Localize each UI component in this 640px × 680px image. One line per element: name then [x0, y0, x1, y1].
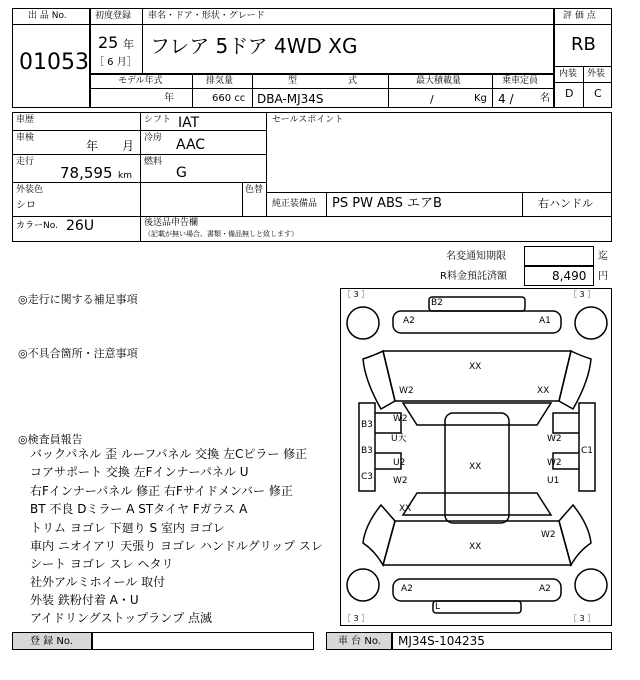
- inspector-line: トリム ヨゴレ 下廻り S 室内 ヨゴレ: [30, 521, 225, 535]
- load-label: 最大積載量: [416, 76, 462, 86]
- exterior-grade: C: [594, 87, 602, 100]
- lot-label: 出 品 No.: [28, 11, 67, 21]
- first-reg-year: 25: [98, 33, 119, 52]
- inspector-line: バックパネル 歪 ルーフパネル 交換 左Cピラー 修正: [30, 447, 308, 461]
- exterior-label: 外装: [587, 69, 606, 79]
- damage-code: XX: [399, 504, 412, 514]
- interior-label: 内装: [559, 69, 578, 79]
- load-value: /: [430, 93, 434, 106]
- displacement-value: 660 cc: [212, 93, 246, 104]
- score-label: 評 価 点: [563, 11, 596, 21]
- defect-notes-title: ◎不具合箇所・注意事項: [18, 347, 138, 360]
- inspector-line: コアサポート 交換 左Fインナーパネル U: [30, 465, 249, 479]
- ext-color-label: 外装色: [16, 185, 44, 195]
- recycle-value: 8,490: [552, 269, 587, 283]
- chassis-number: MJ34S-104235: [398, 634, 485, 648]
- load-unit: Kg: [474, 93, 487, 104]
- first-reg-year-unit: 年: [123, 38, 134, 51]
- name-change-label: 名変通知期限: [446, 251, 506, 262]
- mileage-value: 78,595: [60, 164, 113, 182]
- damage-code: U大: [391, 434, 407, 444]
- after-reg-label: 後送品申告欄: [144, 218, 199, 228]
- recycle-label: R料金預託済額: [440, 271, 507, 282]
- color-no-label: カラーNo.: [16, 221, 58, 231]
- first-reg-label: 初度登録: [95, 11, 132, 21]
- model-name: フレア 5ドア 4WD XG: [150, 34, 358, 58]
- shift-label: シフト: [144, 115, 172, 125]
- damage-code: B3: [361, 420, 373, 430]
- capacity-label: 乗車定員: [502, 76, 539, 86]
- name-change-box: [524, 246, 594, 266]
- damage-code: C3: [361, 472, 374, 482]
- damage-code: W2: [541, 530, 556, 540]
- inspector-line: 外装 鉄粉付着 A・U: [30, 593, 139, 607]
- damage-code: XX: [469, 542, 482, 552]
- inspection-month: 月: [122, 139, 135, 153]
- lot-number: 01053: [19, 50, 89, 75]
- type-label: 型: [288, 76, 298, 86]
- tire-rl-label: ［ 3 ］: [343, 614, 370, 623]
- inspector-line: BT 不良 Dミラー A STタイヤ Fガラス A: [30, 502, 248, 516]
- damage-code: A2: [401, 584, 413, 594]
- model-year-unit: 年: [164, 93, 174, 104]
- driving-notes-title: ◎走行に関する補足事項: [18, 293, 138, 306]
- sales-point-label: セールスポイント: [272, 115, 344, 125]
- tire-fl-label: ［ 3 ］: [343, 290, 370, 299]
- reg-no-value-cell: [92, 632, 314, 650]
- damage-code: U2: [393, 458, 406, 468]
- car-diagram: [340, 288, 612, 626]
- damage-code: A2: [403, 316, 415, 326]
- color-no-value: 26U: [66, 218, 95, 234]
- damage-code: W2: [547, 458, 562, 468]
- damage-code: B2: [431, 298, 443, 308]
- equipment-label: 純正装備品: [272, 199, 318, 209]
- car-outline: [341, 289, 613, 627]
- inspector-line: 右Fインナーパネル 修正 右Fサイドメンバー 修正: [30, 484, 293, 498]
- inspection-label: 車検: [16, 133, 35, 143]
- name-change-unit: 迄: [598, 251, 608, 262]
- tire-fr-label: ［ 3 ］: [569, 290, 596, 299]
- recolor-label: 色替: [245, 185, 264, 195]
- inspector-title: ◎検査員報告: [18, 433, 83, 446]
- type-value: DBA-MJ34S: [257, 92, 324, 106]
- mileage-label: 走行: [16, 157, 35, 167]
- fuel-value: G: [176, 165, 187, 181]
- capacity-value: 4 /: [498, 92, 514, 106]
- damage-code: W2: [393, 414, 408, 424]
- interior-grade: D: [565, 87, 574, 100]
- ac-value: AAC: [176, 137, 206, 153]
- model-year-label: モデル年式: [118, 76, 163, 86]
- damage-code: W2: [399, 386, 414, 396]
- first-reg-month: ［ 6 月］: [94, 57, 137, 68]
- ext-color-value: シロ: [16, 200, 36, 211]
- damage-code: A1: [539, 316, 551, 326]
- damage-code: W2: [393, 476, 408, 486]
- tire-rr-label: ［ 3 ］: [569, 614, 596, 623]
- inspector-line: 社外アルミホイール 取付: [30, 575, 166, 589]
- shift-value: IAT: [178, 115, 200, 131]
- ac-label: 冷房: [144, 133, 163, 143]
- after-reg-note: （記載が無い場合、書類・備品無しと致します）: [144, 230, 298, 238]
- recycle-unit: 円: [598, 271, 608, 282]
- history-label: 車歴: [16, 115, 35, 125]
- damage-code: U1: [547, 476, 560, 486]
- damage-code: XX: [469, 362, 482, 372]
- damage-code: L: [435, 602, 441, 612]
- model-label: 車名・ドア・形状・グレード: [148, 11, 265, 21]
- damage-code: A2: [539, 584, 551, 594]
- damage-code: XX: [469, 462, 482, 472]
- displacement-label: 排気量: [206, 76, 234, 86]
- chassis-label: 車 台 No.: [338, 636, 381, 647]
- inspection-year: 年: [86, 139, 99, 153]
- damage-code: XX: [537, 386, 550, 396]
- mileage-unit: km: [118, 171, 132, 181]
- inspector-line: 車内 ニオイアリ 天張り ヨゴレ ハンドルグリップ スレ: [30, 539, 323, 553]
- fuel-label: 燃料: [144, 157, 163, 167]
- capacity-unit: 名: [540, 93, 550, 104]
- damage-code: C1: [581, 446, 594, 456]
- inspector-line: シート ヨゴレ スレ ヘタリ: [30, 557, 174, 571]
- reg-no-label: 登 録 No.: [30, 636, 73, 647]
- damage-code: W2: [547, 434, 562, 444]
- damage-code: B3: [361, 446, 373, 456]
- handle-value: 右ハンドル: [538, 197, 593, 210]
- type-label-2: 式: [348, 76, 358, 86]
- score-value: RB: [571, 34, 596, 55]
- inspector-line: アイドリングストップランプ 点滅: [30, 611, 213, 625]
- equipment-value: PS PW ABS エアB: [332, 196, 442, 211]
